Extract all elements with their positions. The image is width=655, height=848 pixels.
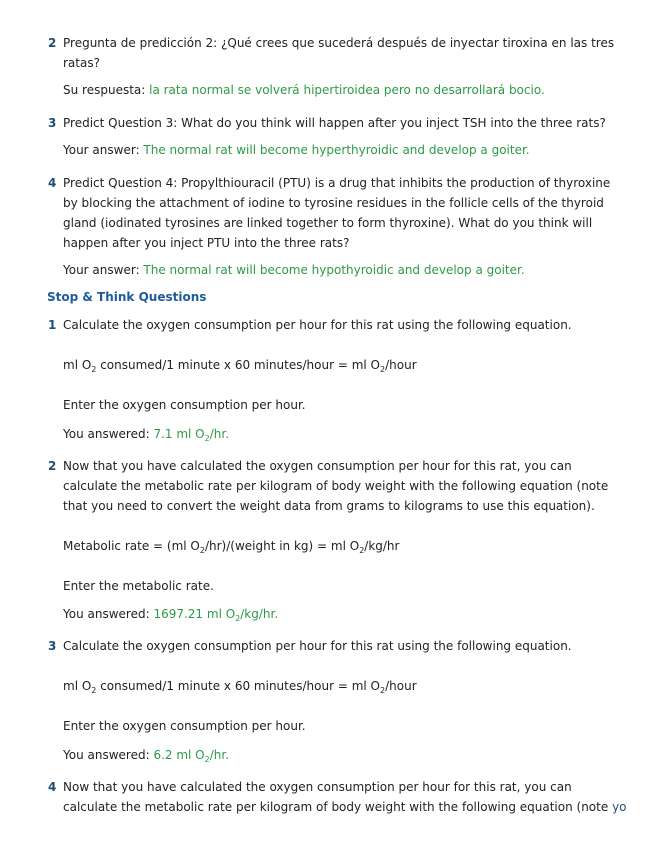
equation-part: Metabolic rate = (ml O bbox=[63, 539, 200, 553]
answer-unit: /hr. bbox=[209, 748, 230, 762]
stop-think-answer-1 bbox=[63, 424, 229, 444]
question-text-line: ratas? bbox=[63, 56, 100, 70]
question-number: 4 bbox=[48, 780, 57, 794]
answer-value bbox=[153, 607, 278, 621]
question-text-line: Now that you have calculated the oxygen consumption per hour for this rat, you can bbox=[63, 459, 572, 473]
question-text-line: gland (iodinated tyrosines are linked together to form thyroxine). What do you think will bbox=[63, 216, 593, 230]
equation-part: /hr)/(weight in kg) = ml O bbox=[204, 539, 360, 553]
predict-answer-3 bbox=[63, 140, 530, 160]
question-text-line: Predict Question 4: Propylthiouracil (PTU) is a drug that inhibits the production of thyroxine bbox=[63, 176, 611, 190]
answer-label: Your answer: bbox=[63, 143, 144, 157]
section-heading: Stop & Think Questions bbox=[47, 290, 207, 304]
subscript: 2 bbox=[380, 365, 386, 374]
answer-text: la rata normal se volverá hipertiroidea pero no desarrollará bocio. bbox=[149, 83, 545, 97]
stop-think-question-1 bbox=[48, 315, 623, 335]
subscript: 2 bbox=[359, 546, 365, 555]
equation bbox=[63, 355, 417, 375]
equation-part: /hour bbox=[385, 358, 417, 372]
answer-label: You answered: bbox=[63, 607, 154, 621]
answer-text: The normal rat will become hypothyroidic and develop a goiter. bbox=[143, 263, 525, 277]
equation-part: /hour bbox=[385, 679, 417, 693]
subscript: 2 bbox=[204, 434, 210, 443]
question-number: 3 bbox=[48, 116, 57, 130]
question-text-fragment: calculate the metabolic rate per kilogram of body weight with the following equation (note bbox=[63, 800, 609, 814]
answer-label: Su respuesta: bbox=[63, 83, 150, 97]
answer-label: You answered: bbox=[63, 748, 154, 762]
answer-value-text: 1697.21 ml O bbox=[153, 607, 236, 621]
equation-part: consumed/1 minute x 60 minutes/hour = ml O bbox=[96, 679, 380, 693]
predict-question-3 bbox=[48, 113, 623, 133]
question-number: 2 bbox=[48, 36, 57, 50]
subscript: 2 bbox=[235, 614, 241, 623]
answer-prompt: Enter the metabolic rate. bbox=[63, 579, 214, 593]
question-number: 4 bbox=[48, 176, 57, 190]
question-text-line: that you need to convert the weight data from grams to kilograms to use this equation). bbox=[63, 499, 595, 513]
equation-part: ml O bbox=[63, 358, 92, 372]
answer-label: Your answer: bbox=[63, 263, 144, 277]
answer-prompt: Enter the oxygen consumption per hour. bbox=[63, 398, 306, 412]
question-text-line: Calculate the oxygen consumption per hour for this rat using the following equation. bbox=[63, 639, 572, 653]
question-text-line: calculate the metabolic rate per kilogram of body weight with the following equation (note bbox=[63, 479, 609, 493]
question-text-line: Now that you have calculated the oxygen consumption per hour for this rat, you can bbox=[63, 780, 572, 794]
equation bbox=[63, 536, 399, 556]
subscript: 2 bbox=[204, 755, 210, 764]
question-text-line: happen after you inject PTU into the three rats? bbox=[63, 236, 350, 250]
question-text-line: by blocking the attachment of iodine to tyrosine residues in the follicle cells of the thyroid bbox=[63, 196, 604, 210]
stop-think-answer-3 bbox=[63, 745, 229, 765]
stop-think-question-4 bbox=[48, 777, 627, 817]
question-text-line: Pregunta de predicción 2: ¿Qué crees que sucederá después de inyectar tiroxina en las tres bbox=[63, 36, 615, 50]
overflow-text: yo bbox=[612, 800, 627, 814]
predict-question-2 bbox=[48, 33, 623, 73]
answer-label: You answered: bbox=[63, 427, 154, 441]
subscript: 2 bbox=[380, 686, 386, 695]
equation-part: /kg/hr bbox=[364, 539, 400, 553]
subscript: 2 bbox=[91, 686, 97, 695]
answer-value bbox=[153, 427, 229, 441]
question-number: 2 bbox=[48, 459, 57, 473]
stop-think-question-2 bbox=[48, 456, 623, 516]
question-number: 3 bbox=[48, 639, 57, 653]
question-text-line: Calculate the oxygen consumption per hour for this rat using the following equation. bbox=[63, 318, 572, 332]
stop-think-question-3 bbox=[48, 636, 623, 656]
subscript: 2 bbox=[91, 365, 97, 374]
answer-value bbox=[153, 748, 229, 762]
stop-think-answer-2 bbox=[63, 604, 278, 624]
answer-value-text: 7.1 ml O bbox=[153, 427, 205, 441]
subscript: 2 bbox=[199, 546, 205, 555]
answer-text: The normal rat will become hyperthyroidic and develop a goiter. bbox=[143, 143, 530, 157]
equation-part: ml O bbox=[63, 679, 92, 693]
answer-prompt: Enter the oxygen consumption per hour. bbox=[63, 719, 306, 733]
predict-answer-4 bbox=[63, 260, 525, 280]
question-number: 1 bbox=[48, 318, 57, 332]
question-text-line: Predict Question 3: What do you think will happen after you inject TSH into the three rats? bbox=[63, 116, 606, 130]
answer-unit: /kg/hr. bbox=[240, 607, 279, 621]
answer-value-text: 6.2 ml O bbox=[153, 748, 205, 762]
equation-part: consumed/1 minute x 60 minutes/hour = ml O bbox=[96, 358, 380, 372]
predict-answer-2 bbox=[63, 80, 545, 100]
equation bbox=[63, 676, 417, 696]
answer-unit: /hr. bbox=[209, 427, 230, 441]
predict-question-4 bbox=[48, 173, 623, 253]
question-text-line bbox=[63, 797, 627, 817]
